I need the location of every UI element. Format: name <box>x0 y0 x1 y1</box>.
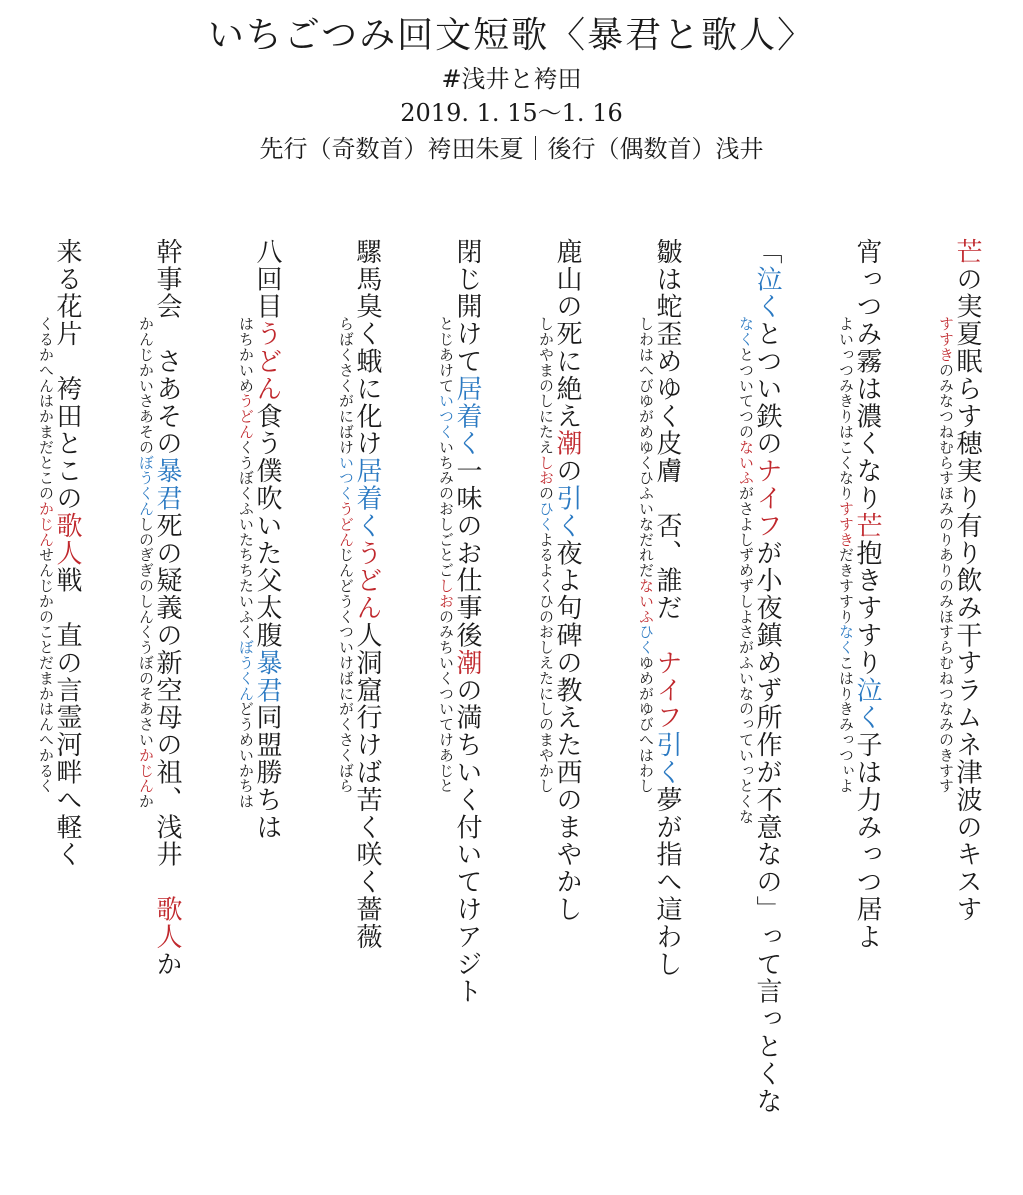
text-segment: しのぎぎのしんくうぼのそあさい <box>137 516 155 748</box>
text-segment: かんじかいさあその <box>137 316 155 455</box>
text-segment: の実夏眠らす穂実り有り飲み干すラムネ津波のキス <box>952 265 982 896</box>
highlight-red: 潮 <box>552 429 582 458</box>
text-segment: とつい鉄の <box>752 320 782 458</box>
highlight-red: 歌人 <box>52 512 82 567</box>
highlight-blue: なく <box>837 624 855 655</box>
date-range: 2019. 1. 15〜1. 16 <box>400 99 623 127</box>
highlight-blue: ひく <box>537 500 555 532</box>
text-segment: 死の疑義の新空母の祖、浅井 <box>152 512 182 896</box>
poem-reading <box>638 316 654 793</box>
text-segment: 夜よ句碑の教えた西のまやかし <box>552 539 582 924</box>
text-segment: どうめいかちは <box>237 701 255 809</box>
poem-text <box>352 238 382 950</box>
text-segment: ゆめがゆびへはわし <box>637 654 655 794</box>
highlight-red: 芒 <box>952 238 982 266</box>
text-segment: よいっつみきりはこくなり <box>837 316 855 501</box>
poem-reading <box>438 316 454 793</box>
highlight-red: かじん <box>137 747 155 794</box>
highlight-red: うどん <box>252 320 282 403</box>
text-segment: の <box>537 485 555 501</box>
text-segment: のみなつねむらすほみのりありのみほすらむねつなみのきすす <box>937 362 955 794</box>
highlight-red: ナイフ <box>752 457 782 540</box>
poem-text <box>252 238 282 841</box>
poem-text <box>452 238 482 1005</box>
highlight-blue: ひく <box>637 624 655 655</box>
text-segment: か <box>152 950 182 978</box>
highlight-red: 潮 <box>452 649 482 677</box>
text-segment: がさよしずめずしよさがふいなのっていっとくな <box>737 485 755 825</box>
poem-text <box>152 238 182 978</box>
poem-text <box>952 238 982 923</box>
highlight-blue: いつく <box>337 454 355 501</box>
text-segment: くるかへんはかまだとこの <box>37 316 55 501</box>
highlight-red: ナイフ <box>652 649 682 732</box>
highlight-blue: 泣く <box>752 265 782 321</box>
poem-reading <box>538 316 554 793</box>
text-segment: 戦 直の言霊河畔へ軽く <box>52 566 82 869</box>
poem-text <box>552 238 582 923</box>
highlight-red: かじん <box>37 500 55 548</box>
highlight-red: しお <box>537 454 555 486</box>
text-segment: 「 <box>752 238 782 266</box>
highlight-red: ないふ <box>737 439 755 486</box>
poem-columns <box>20 238 1005 1188</box>
text-segment: とじあけて <box>437 316 455 393</box>
text-segment: か <box>137 793 155 809</box>
hashtag: #浅井と袴田 <box>441 65 582 93</box>
highlight-red: しお <box>437 577 455 609</box>
poem-reading <box>38 316 54 793</box>
text-segment: が小夜鎮めず所作が不意なの」って言っとくな <box>752 539 782 1115</box>
text-segment: じんどうくついけばにがくさくばら <box>337 547 355 794</box>
text-segment: はちかいめ <box>237 316 255 393</box>
credits: 先行（奇数首）袴田朱夏｜後行（偶数首）浅井 <box>259 135 764 163</box>
highlight-blue: 居着く <box>352 457 382 540</box>
highlight-red: 歌人 <box>152 895 182 951</box>
text-segment: 来る花片 袴田とこの <box>52 238 82 512</box>
text-segment: の <box>552 457 582 485</box>
text-segment: 騾馬臭く蛾に化け <box>352 238 382 458</box>
poem-text <box>752 238 782 1115</box>
poem-reading <box>938 316 954 793</box>
text-segment: のみちいくついてけあじと <box>437 608 455 794</box>
text-segment: 宵っつみ霧は濃くなり <box>852 238 882 512</box>
text-segment: 同盟勝ちは <box>252 703 282 841</box>
text-segment: しわはへびゆがめゆくひふいなだれだ <box>637 316 655 578</box>
poem-reading <box>238 316 254 809</box>
highlight-red: 芒 <box>852 512 882 540</box>
highlight-red: すすき <box>837 500 855 548</box>
text-segment: せんじかのことだまかはんへかるく <box>37 547 55 794</box>
text-segment: 皺は蛇歪めゆく皮膚 否、誰だ <box>652 238 682 649</box>
text-segment: 食う僕吹いた父太腹 <box>252 402 282 650</box>
highlight-blue: 泣く <box>852 676 882 732</box>
text-segment: 閉じ開けて <box>452 238 482 375</box>
poem-reading <box>338 316 354 793</box>
highlight-blue: なく <box>737 316 755 347</box>
highlight-red: すすき <box>937 316 955 363</box>
poem-reading <box>838 316 854 793</box>
text-segment: くうぼくふいたちちたいふく <box>237 439 255 640</box>
text-segment: よるよくひのおしえたにしのまやかし <box>537 531 555 794</box>
highlight-red: うどん <box>237 393 255 440</box>
text-segment: 鹿山の死に絶え <box>552 238 582 430</box>
poem-reading <box>138 316 154 809</box>
text-segment: しかやまのしにたえ <box>537 316 555 455</box>
text-segment: こはりきみっつぃよ <box>837 654 855 794</box>
page-title: いちごつみ回文短歌〈暴君と歌人〉 <box>207 15 816 56</box>
text-segment: す <box>952 895 982 924</box>
text-segment: いちみのおしごとご <box>437 439 455 578</box>
poem-text <box>52 238 82 868</box>
text-segment: 抱きすすり <box>852 539 882 677</box>
highlight-blue: 居着く <box>452 375 482 458</box>
highlight-blue: 暴君 <box>252 649 282 704</box>
text-segment: 八回目 <box>252 238 282 321</box>
text-segment: とついてつの <box>737 346 755 440</box>
highlight-blue: ぼうくん <box>237 639 255 702</box>
highlight-blue: 暴君 <box>152 457 182 513</box>
highlight-blue: いつく <box>437 393 455 440</box>
poem-text <box>852 238 882 950</box>
text-segment: 夢が指へ這わし <box>652 786 682 978</box>
highlight-blue: 引く <box>552 484 582 540</box>
poem-reading <box>738 316 754 824</box>
highlight-blue: ぼうくん <box>137 454 155 517</box>
text-segment: 子は力みっつ居よ <box>852 731 882 951</box>
highlight-red: うどん <box>352 539 382 622</box>
text-segment: 人洞窟行けば苦く咲く薔薇 <box>352 621 382 951</box>
text-segment: 幹事会 さあその <box>152 238 182 458</box>
highlight-red: うどん <box>337 500 355 548</box>
highlight-red: ないふ <box>637 577 655 625</box>
text-segment: だきすすり <box>837 547 855 625</box>
poem-text <box>652 238 682 978</box>
highlight-blue: 引く <box>652 731 682 787</box>
text-segment: 一味のお仕事後 <box>452 457 482 650</box>
text-segment: らばくさくがにばけ <box>337 316 355 455</box>
text-segment: の満ちいく付いてけアジト <box>452 676 482 1006</box>
